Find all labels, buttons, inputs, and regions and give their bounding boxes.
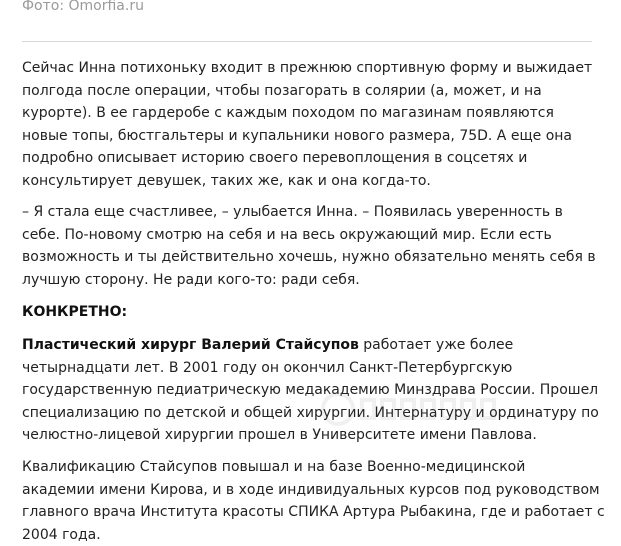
text-line [22,334,602,357]
text-line: 2004 года. [22,526,101,543]
paragraph-4 [22,456,605,546]
text-line: специализацию по детской и общей хирургии. Интернатуру и ординатуру по [22,404,599,421]
paragraph-3 [22,334,602,447]
paragraph-1 [22,57,602,193]
text-line: консультирует девушек, таких же, как и она когда-то. [22,172,431,189]
photo-credit: Фото: Omorfia.ru [22,0,144,14]
text-line: государственную педиатрическую медакадемию Минздрава России. Прошел [22,382,599,399]
text-line: подробно описывает историю своего перевоплощения в соцсетях и [22,150,528,167]
text-line: – Я стала еще счастливее, – улыбается Инна. – Появилась уверенность в [22,204,563,220]
divider [22,41,592,42]
text-line: академии имени Кирова, и в ходе индивидуальных курсов под руководством [22,481,600,498]
text-line: четырнадцати лет. В 2001 году он окончил Санкт-Петербургскую [22,359,513,376]
text-line: Сейчас Инна потихоньку входит в прежнюю спортивную форму и выжидает [22,60,593,76]
text-line: возможность и ты действительно хочешь, нужно обязательно менять себя в [22,249,596,266]
bold-lead: Пластический хирург Валерий Стайсупов [22,337,359,353]
text-line: полгода после операции, чтобы позагорать в солярии (а, может, и на [22,82,542,99]
text-line: лучшую сторону. Не ради кого-то: ради себя. [22,271,360,288]
text-line: главного врача Института красоты СПИКА Артура Рыбакина, где и работает с [22,504,605,521]
paragraph-2 [22,201,602,291]
text-line: новые топы, бюстгальтеры и купальники нового размера, 75D. А еще она [22,127,572,144]
text-line: челюстно-лицевой хирургии прошел в Университете имени Павлова. [22,427,537,444]
text-run: работает уже более [358,337,514,353]
text-line: себе. По-новому смотрю на себя и на весь окружающий мир. Если есть [22,226,552,243]
section-heading: КОНКРЕТНО: [22,304,128,320]
text-line: Квалификацию Стайсупов повышал и на базе Военно-медицинской [22,459,526,475]
text-line: курорте). В ее гардеробе с каждым походом по магазинам появляются [22,105,554,122]
